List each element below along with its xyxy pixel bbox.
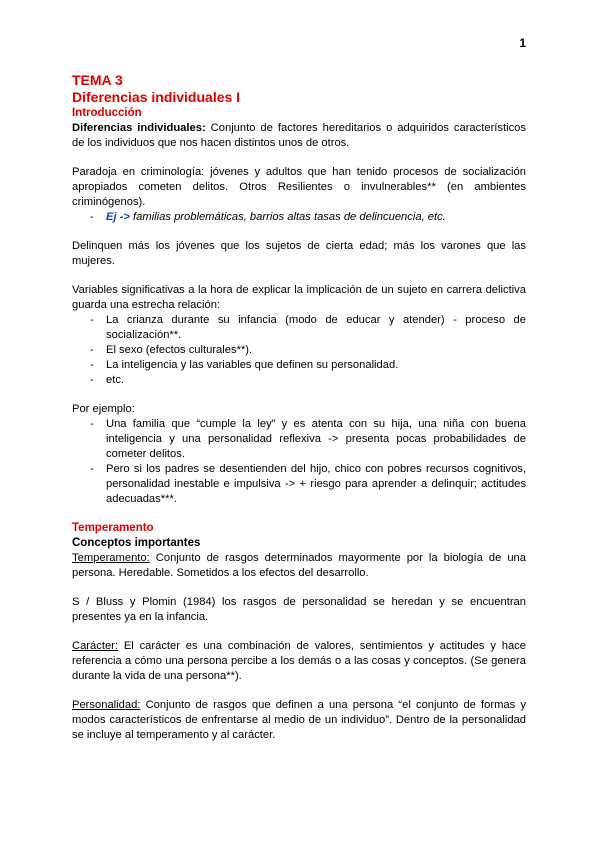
definition-term: Diferencias individuales: [72,122,206,134]
page-number: 1 [519,36,526,50]
temperament-term: Temperamento: [72,552,150,564]
example-label: Ej -> [106,211,130,223]
character-text: El carácter es una combinación de valores, sentimientos y actitudes y hace referencia a cómo una persona percibe a los demás o a las cosas y conceptos. (Se genera durante la vida de una persona**). [72,640,526,682]
definition-text: Conjunto de factores hereditarios o adquiridos característicos de los individuos que nos hacen distintos unos de otros. [72,122,526,149]
personality-term: Personalidad: [72,699,141,711]
subheading-conceptos: Conceptos importantes [72,537,201,549]
definition-paragraph [72,121,526,151]
personality-paragraph [72,698,526,743]
list-item [72,210,526,225]
list-item: - La inteligencia y las variables que definen su personalidad. [72,358,526,373]
section-heading-introduccion: Introducción [72,107,142,119]
list-item: - etc. [72,373,526,388]
list-item: - El sexo (efectos culturales**). [72,343,526,358]
list-item: - Una familia que “cumple la ley” y es atenta con su hija, una niña con buena inteligencia y una personalidad reflexiva -> presenta pocas probabilidades de cometer delitos. [72,417,526,462]
document-title: TEMA 3 [72,72,123,88]
example-text: familias problemáticas, barrios altas tasas de delincuencia, etc. [129,211,446,223]
list-item: - Pero si los padres se desentienden del hijo, chico con pobres recursos cognitivos, personalidad inestable e impulsiva -> + riesgo para aprender a delinquir; actitudes adecuadas***. [72,462,526,507]
paradox-paragraph: Paradoja en criminología: jóvenes y adultos que han tenido procesos de socialización apropiados cometen delitos. Otros Resilientes o invulnerables** (en ambientes criminógenos). [72,166,526,208]
examples-label: Por ejemplo: [72,403,135,415]
character-term: Carácter: [72,640,119,652]
variables-list [72,313,526,388]
variables-intro: Variables significativas a la hora de explicar la implicación de un sujeto en carrera delictiva guarda una estrecha relación: [72,284,526,311]
temperament-text: Conjunto de rasgos determinados mayormente por la biología de una persona. Heredable. Sometidos a los efectos del desarrollo. [72,552,526,579]
list-item: - La crianza durante su infancia (modo de educar y atender) - proceso de socialización**. [72,313,526,343]
character-paragraph [72,639,526,684]
delinquency-paragraph: Delinquen más los jóvenes que los sujetos de cierta edad; más los varones que las mujeres. [72,240,526,267]
examples-list [72,417,526,507]
document-subtitle: Diferencias individuales I [72,89,241,105]
example-list [72,210,526,225]
bluss-paragraph: S / Bluss y Plomin (1984) los rasgos de personalidad se heredan y se encuentran presentes ya en la infancia. [72,596,526,623]
personality-text: Conjunto de rasgos que definen a una persona “el conjunto de formas y modos característicos de enfrentarse al medio de un individuo”. Dentro de la personalidad se incluye al temperamento y al carácter. [72,699,526,741]
temperament-paragraph [72,551,526,581]
section-heading-temperamento: Temperamento [72,522,154,534]
document-body [72,72,526,743]
